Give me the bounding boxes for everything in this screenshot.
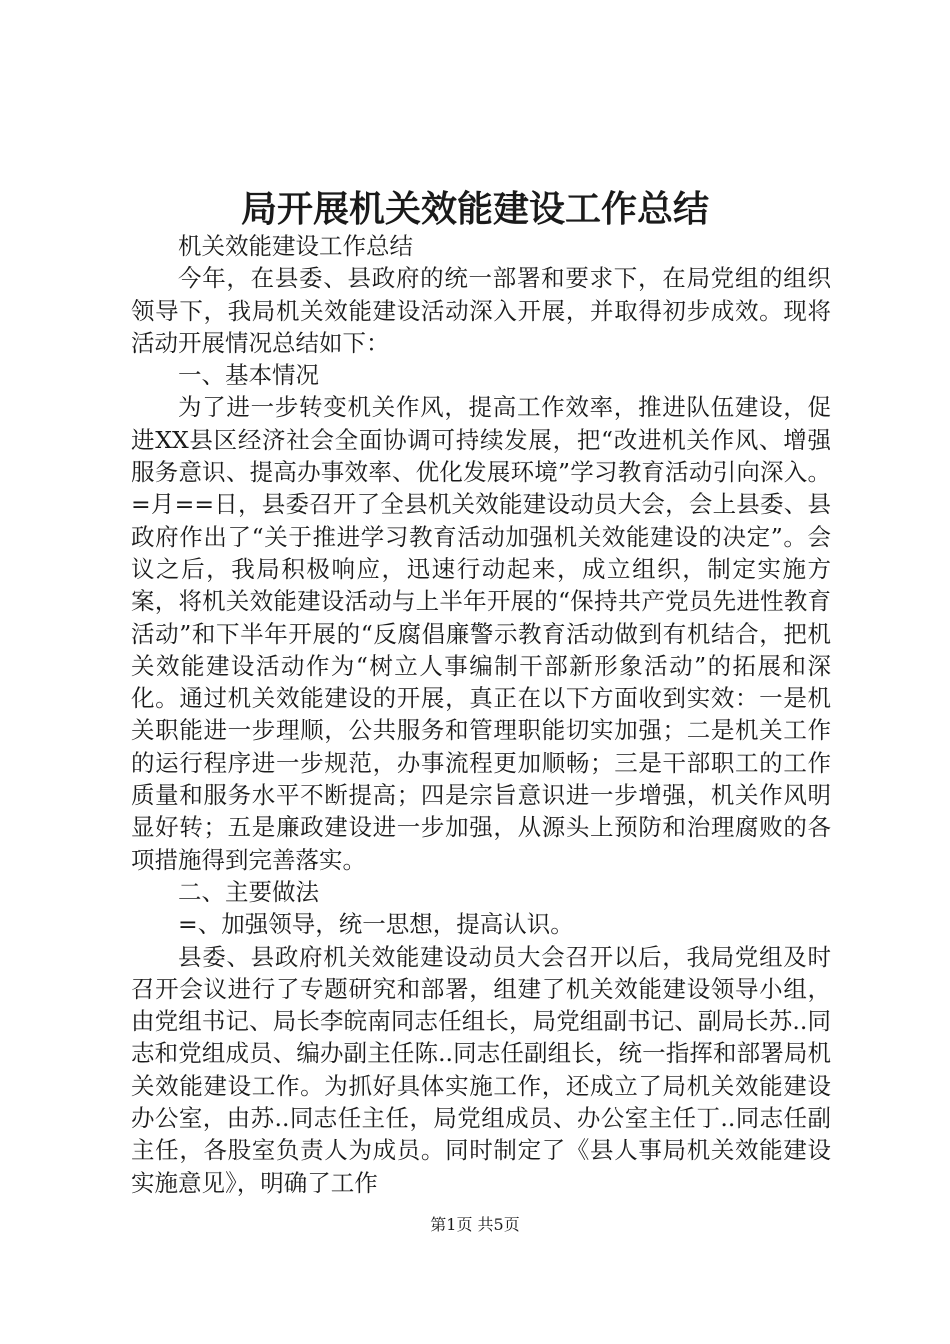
- paragraph-methods: 县委、县政府机关效能建设动员大会召开以后，我局党组及时召开会议进行了专题研究和部署，组建了机关效能建设领导小组，由党组书记、局长李皖南同志任组长，局党组副书记、副局长苏..同志和党组成员、编办副主任陈..同志任副组长，统一指挥和部署局机关效能建设工作。为抓好具体实施工作，还成立了局机关效能建设办公室，由苏..同志任主任，局党组成员、办公室主任丁..同志任副主任，各股室负责人为成员。同时制定了《县人事局机关效能建设实施意见》，明确了工作: [131, 942, 831, 1197]
- document-title: 局开展机关效能建设工作总结: [240, 188, 709, 230]
- paragraph-basic: 为了进一步转变机关作风，提高工作效率，推进队伍建设，促进XX县区经济社会全面协调可持续发展，把“改进机关作风、增强服务意识、提高办事效率、优化发展环境”学习教育活动引向深入。=月==日，县委召开了全县机关效能建设动员大会，会上县委、县政府作出了“关于推进学习教育活动加强机关效能建设的决定”。会议之后，我局积极响应，迅速行动起来，成立组织，制定实施方案，将机关效能建设活动与上半年开展的“保持共产党员先进性教育活动”和下半年开展的“反腐倡廉警示教育活动做到有机结合，把机关效能建设活动作为“树立人事编制干部新形象活动”的拓展和深化。通过机关效能建设的开展，真正在以下方面收到实效：一是机关职能进一步理顺，公共服务和管理职能切实加强；二是机关工作的运行程序进一步规范，办事流程更加顺畅；三是干部职工的工作质量和服务水平不断提高；四是宗旨意识进一步增强，机关作风明显好转；五是廉政建设进一步加强，从源头上预防和治理腐败的各项措施得到完善落实。: [131, 393, 831, 874]
- subsection-heading: =、加强领导，统一思想，提高认识。: [178, 910, 574, 939]
- section-heading-basic: 一、基本情况: [178, 361, 319, 390]
- paragraph-subtitle: 机关效能建设工作总结: [178, 232, 413, 260]
- section-heading-methods: 二、主要做法: [178, 877, 319, 906]
- paragraph-intro: 今年，在县委、县政府的统一部署和要求下，在局党组的组织领导下，我局机关效能建设活动深入开展，并取得初步成效。现将活动开展情况总结如下：: [131, 264, 831, 357]
- document-body: [131, 230, 831, 1199]
- page-footer: 第1页 共5页: [430, 1215, 520, 1234]
